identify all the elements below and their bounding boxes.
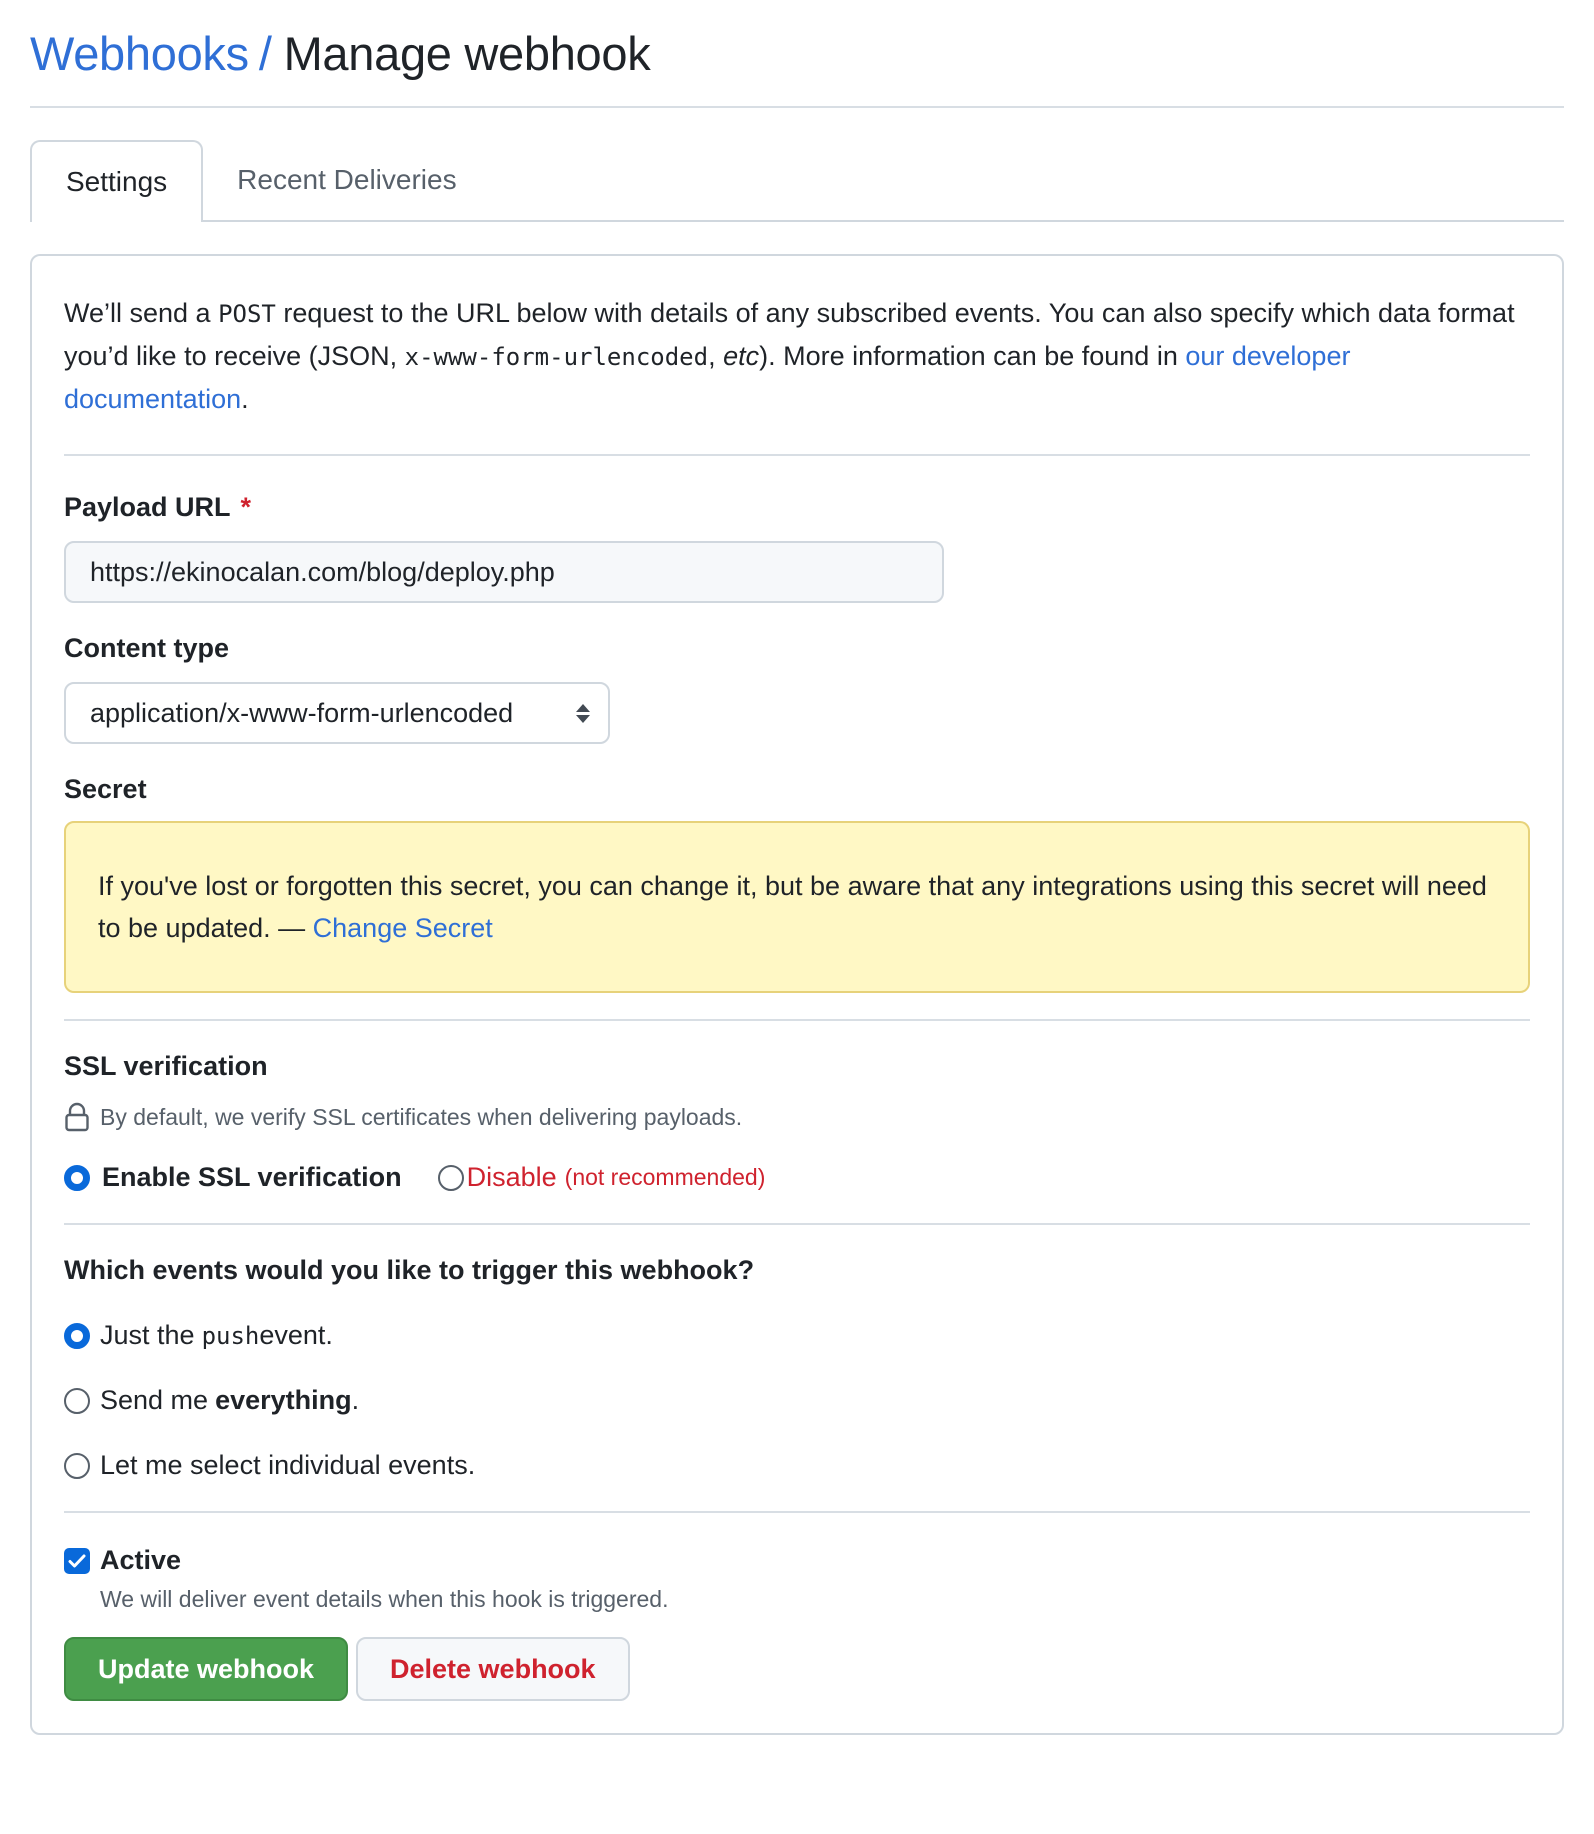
disable-ssl-radio[interactable] xyxy=(438,1165,464,1191)
active-label: Active xyxy=(100,1545,182,1575)
payload-url-label xyxy=(64,492,1530,523)
checkmark-icon xyxy=(68,1554,86,1568)
content-type-selected: application/x-www-form-urlencoded xyxy=(90,697,514,728)
divider xyxy=(64,1019,1530,1021)
events-group xyxy=(64,1255,1530,1511)
divider xyxy=(64,1511,1530,1513)
ssl-verification-label: SSL verification xyxy=(64,1051,268,1081)
intro-text-part: . xyxy=(241,384,249,414)
active-row xyxy=(64,1545,1530,1576)
disable-ssl-hint: (not recommended) xyxy=(564,1164,766,1190)
secret-warning-notice xyxy=(64,821,1530,993)
page-title: Manage webhook xyxy=(283,26,651,80)
content-type-group xyxy=(64,633,1530,744)
intro-text-part: We’ll send a xyxy=(64,298,219,328)
everything-label-pre: Send me xyxy=(100,1385,209,1415)
everything-label-post: . xyxy=(351,1385,360,1415)
secret-notice-text: If you've lost or forgotten this secret, you can change it, but be aware that any integrations using this secret will need to be updated. — xyxy=(98,871,1487,943)
change-secret-link[interactable]: Change Secret xyxy=(312,913,493,943)
active-description: We will deliver event details when this hook is triggered. xyxy=(100,1586,669,1612)
intro-text-part: request to the URL below with details of any subscribed events. You can also specify which data format you’d like to receive (JSON, xyxy=(64,298,1515,371)
post-method-code: POST xyxy=(218,300,276,328)
tab-settings[interactable]: Settings xyxy=(30,140,203,222)
developer-documentation-link[interactable]: our developer documentation xyxy=(64,341,1351,414)
delete-webhook-button[interactable]: Delete webhook xyxy=(356,1637,630,1701)
divider xyxy=(64,1223,1530,1225)
ssl-note-text: By default, we verify SSL certificates when delivering payloads. xyxy=(100,1103,743,1130)
lock-icon xyxy=(64,1102,90,1132)
individual-events-label: Let me select individual events. xyxy=(100,1450,476,1480)
payload-url-label-text: Payload URL xyxy=(64,492,231,522)
webhook-settings-form xyxy=(30,254,1564,1735)
push-event-label-post: event. xyxy=(259,1320,333,1350)
update-webhook-button[interactable]: Update webhook xyxy=(64,1637,348,1701)
ssl-note xyxy=(64,1102,1530,1132)
form-actions xyxy=(64,1637,1530,1701)
intro-text-part: , xyxy=(708,341,724,371)
enable-ssl-radio[interactable] xyxy=(64,1165,90,1191)
event-option-push[interactable] xyxy=(64,1320,1530,1351)
breadcrumb-webhooks-link[interactable]: Webhooks xyxy=(30,26,249,80)
page-header xyxy=(30,0,1564,108)
event-option-individual[interactable] xyxy=(64,1450,1530,1481)
active-checkbox[interactable] xyxy=(64,1548,90,1574)
events-question: Which events would you like to trigger this webhook? xyxy=(64,1255,755,1285)
tab-bar xyxy=(30,140,1564,222)
intro-text-part: ). More information can be found in xyxy=(759,341,1186,371)
event-option-everything[interactable] xyxy=(64,1385,1530,1416)
push-event-label-pre: Just the xyxy=(100,1320,195,1350)
tab-recent-deliveries[interactable]: Recent Deliveries xyxy=(237,164,457,195)
format-code: x-www-form-urlencoded xyxy=(404,343,709,371)
secret-label: Secret xyxy=(64,774,147,804)
intro-etc: etc xyxy=(723,341,760,371)
secret-group xyxy=(64,774,1530,1019)
ssl-options xyxy=(64,1162,1530,1193)
enable-ssl-label: Enable SSL verification xyxy=(102,1162,402,1192)
intro-text xyxy=(64,256,1530,456)
breadcrumb-separator: / xyxy=(258,26,272,80)
payload-url-group xyxy=(64,492,1530,603)
payload-url-input[interactable] xyxy=(64,541,944,603)
everything-label-bold: everything xyxy=(215,1385,352,1415)
content-type-select[interactable] xyxy=(64,682,610,744)
required-mark: * xyxy=(240,492,252,522)
individual-events-radio[interactable] xyxy=(64,1453,90,1479)
page xyxy=(30,0,1564,1735)
content-type-label: Content type xyxy=(64,633,229,663)
push-code: push xyxy=(201,1321,260,1350)
ssl-verification-group xyxy=(64,1051,1530,1223)
everything-radio[interactable] xyxy=(64,1388,90,1414)
disable-ssl-label: Disable xyxy=(466,1162,557,1192)
active-group xyxy=(64,1545,1530,1613)
push-event-radio[interactable] xyxy=(64,1323,90,1349)
select-arrows-icon xyxy=(576,704,590,723)
